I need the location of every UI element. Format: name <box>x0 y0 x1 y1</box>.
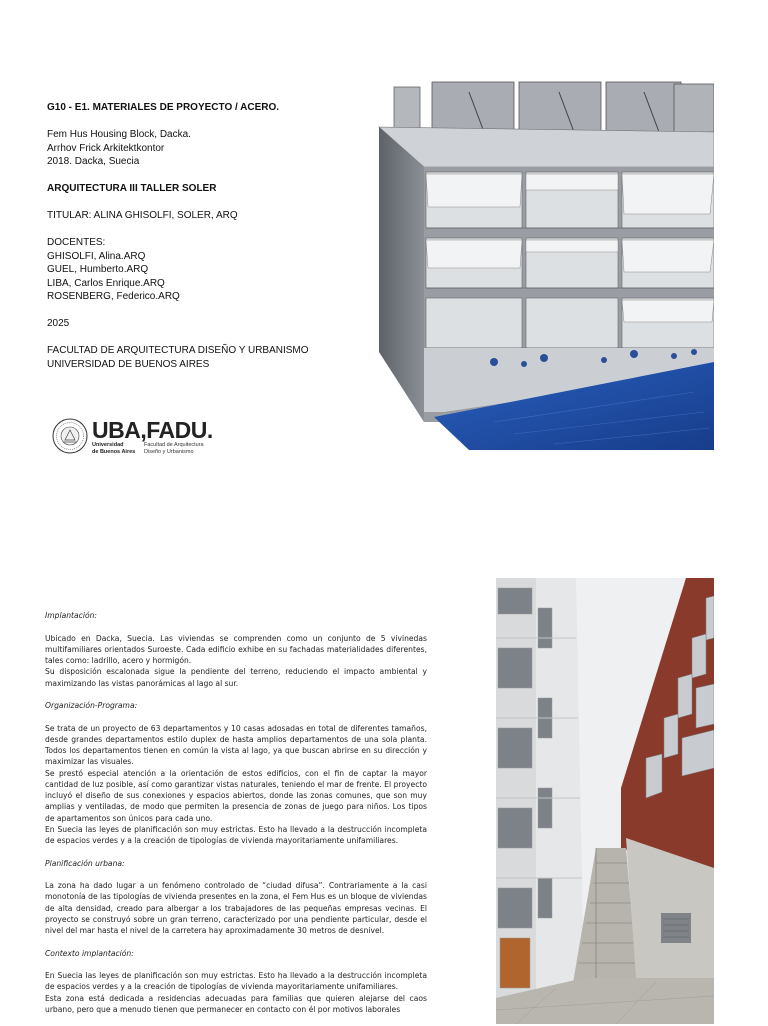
course-name: ARQUITECTURA III TALLER SOLER <box>47 183 217 194</box>
paragraph: En Suecia las leyes de planificación son muy estrictas. Esto ha llevado a la destrucción incompleta de espacios verdes y a la creación de tipologías de vivienda mayoritariamente unifamiliares. <box>45 971 427 992</box>
section-heading: Implantación: <box>45 611 97 620</box>
logo-faculty-text: Facultad de Arquitectura Diseño y Urbanismo <box>144 442 204 455</box>
logo-wordmark: UBA,FADU. <box>92 417 213 443</box>
building-model-photo <box>374 72 714 452</box>
project-name: Fem Hus Housing Block, Dacka. <box>47 129 191 140</box>
docente-item: ROSENBERG, Federico.ARQ <box>47 291 180 302</box>
paragraph: Su disposición escalonada sigue la pendiente del terreno, reduciendo el impacto ambiental y maximizando las vistas panorámicas al lago al sur. <box>45 667 427 688</box>
document-title: G10 - E1. MATERIALES DE PROYECTO / ACERO. <box>47 102 280 113</box>
uba-fadu-logo <box>52 418 222 458</box>
faculty-name: FACULTAD DE ARQUITECTURA DISEÑO Y URBANISMO <box>47 345 309 356</box>
section-planificacion <box>45 858 427 937</box>
section-heading: Organización-Programa: <box>45 701 138 710</box>
year-label: 2025 <box>47 318 70 329</box>
paragraph: Se trata de un proyecto de 63 departamentos y 10 casas adosadas en total de diferentes tamaños, desde grandes departamentos estilo duplex de hasta amplios departamentos de una sola planta. Todos los departamentos tienen en común la vista al lago, ya que buscan abrirse en su dirección y maximizar las visuales. <box>45 723 427 767</box>
street-stairs-photo <box>496 578 714 1024</box>
logo-university-text: Universidad de Buenos Aires <box>92 442 136 455</box>
project-year-location: 2018. Dacka, Suecia <box>47 156 140 167</box>
university-name: UNIVERSIDAD DE BUENOS AIRES <box>47 358 210 370</box>
docente-item: GHISOLFI, Alina.ARQ <box>47 250 146 262</box>
paragraph: Ubicado en Dacka, Suecia. Las viviendas se comprenden como un conjunto de 5 vivinedas multifamiliares orientados Suroeste. Cada edificio exhibe en su fachadas materialidades diferentes, tales como: ladrillo, acero y hormigón. <box>45 633 427 665</box>
section-heading: Contexto implantación: <box>45 948 134 958</box>
university-seal-icon <box>52 418 88 454</box>
docentes-label: DOCENTES: <box>47 237 106 248</box>
paragraph: Se prestó especial atención a la orientación de estos edificios, con el fin de captar la mayor cantidad de luz posible, así como garantizar vistas naturales, teniendo el mar de frente. El proyecto incluyó el diseño de sus conexiones y espacios abiertos, donde las zonas comunes, que son muy amplias y ventiladas, de modo que permiten la presencia de zonas de juego para niños. Los tipos de apartamentos son únicos para cada uno. <box>45 768 427 823</box>
section-implantacion <box>45 610 427 689</box>
paragraph: La zona ha dado lugar a un fenómeno controlado de “ciudad difusa”. Contrariamente a la casi monotonía de las tipologías de vivienda presentes en la zona, el Fem Hus es un bloque de viviendas de alta densidad, creado para albergar a los trabajadores de las pequeñas empresas vecinas. El proyecto se construyó sobre un gran terreno, caracterizado por una pendiente particular, desde el nivel del mar hasta el nivel de la carretera hay aproximadamente 30 metros de desnivel. <box>45 881 427 935</box>
header-block <box>47 101 367 371</box>
docente-item: GUEL, Humberto.ARQ <box>47 264 149 275</box>
section-contexto <box>45 948 427 1016</box>
description-text <box>45 610 427 1026</box>
section-heading: Planificación urbana: <box>45 858 125 868</box>
titular-line: TITULAR: ALINA GHISOLFI, SOLER, ARQ <box>47 210 238 221</box>
paragraph: Esta zona está dedicada a residencias adecuadas para familias que quieren alejarse del caos urbano, pero que a menudo tienen que permanecer en contacto con él por motivos laborales <box>45 993 427 1014</box>
paragraph: En Suecia las leyes de planificación son muy estrictas. Esto ha llevado a la destrucción incompleta de espacios verdes y a la creación de tipologías de vivienda mayoritariamente unifamiliares. <box>45 824 427 845</box>
section-organizacion <box>45 700 427 846</box>
architect-name: Arrhov Frick Arkitektkontor <box>47 142 165 154</box>
docente-item: LIBA, Carlos Enrique.ARQ <box>47 277 165 289</box>
